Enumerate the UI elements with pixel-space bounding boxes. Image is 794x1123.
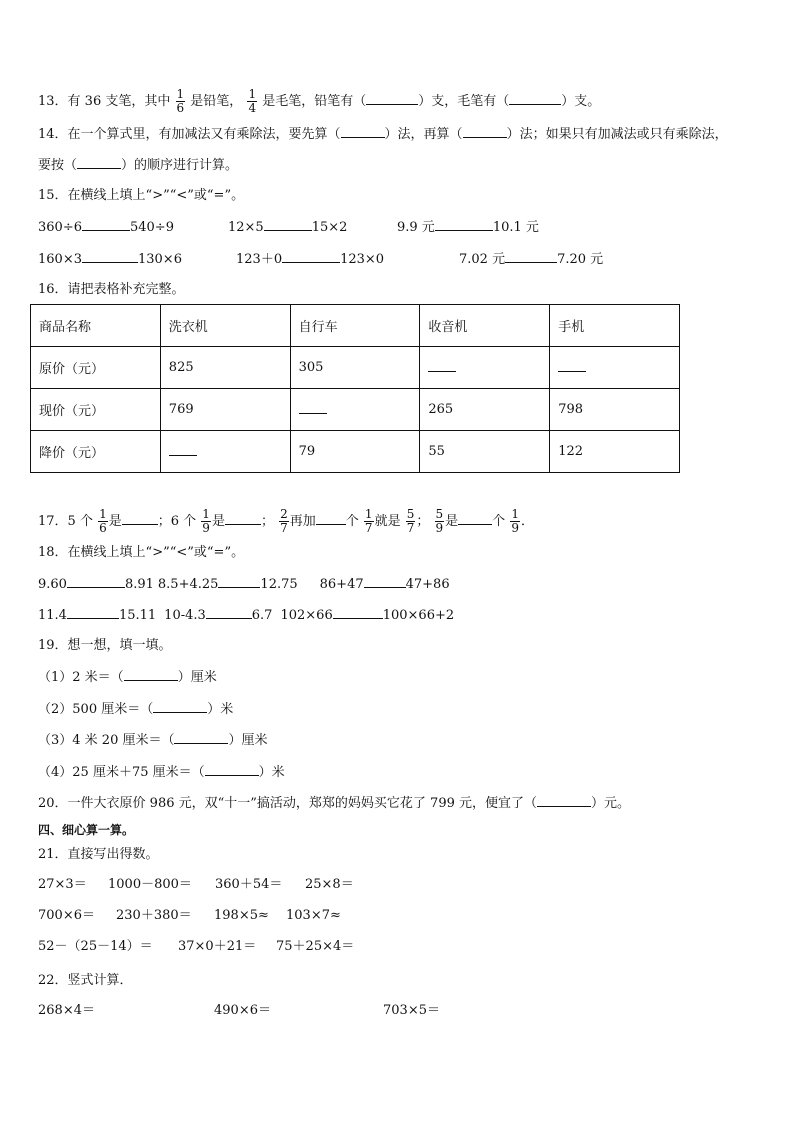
calc-item: 75＋25×4＝: [276, 939, 355, 954]
table-row: [31, 389, 680, 431]
q15-expr: [397, 218, 539, 237]
question-14-line-2: [38, 156, 238, 175]
q19-item-1: [38, 668, 217, 687]
q17-text: 个: [492, 514, 506, 529]
frac-num: 1: [248, 87, 257, 101]
calc-item: 1000－800＝: [108, 877, 192, 892]
q14-text-c: ）法；如果只有加减法或只有乘除法，: [506, 127, 728, 142]
table-header-cell: 自行车: [290, 305, 420, 347]
table-header-cell: 手机: [550, 305, 680, 347]
frac-den: 7: [280, 521, 288, 535]
table-cell[interactable]: [160, 431, 290, 473]
frac-num: 5: [406, 507, 415, 521]
q15-expr: [38, 250, 182, 269]
calc-item: 700×6＝: [38, 908, 95, 923]
q13-text-e: ）支。: [561, 94, 601, 109]
calc-item: 230＋380＝: [116, 908, 192, 923]
frac-den: 7: [406, 521, 415, 535]
answer-blank[interactable]: [558, 359, 586, 372]
calc-item: 198×5≈: [214, 908, 269, 923]
table-row: [31, 347, 680, 389]
expr-right: 10.1 元: [492, 220, 539, 235]
q19-text: ）米: [258, 765, 285, 780]
q15-expr: [228, 218, 347, 237]
compare-blank[interactable]: [206, 606, 252, 619]
question-16-title: 16．请把表格补充完整。: [38, 282, 185, 297]
expr-left: 9.9 元: [397, 220, 435, 235]
table-cell: 825: [160, 347, 290, 389]
table-cell[interactable]: [420, 347, 550, 389]
table-cell: 原价（元）: [31, 347, 161, 389]
table-cell: 305: [290, 347, 420, 389]
expr-left: 9.60: [38, 577, 67, 592]
q19-text: （4）25 厘米＋75 厘米＝（: [38, 765, 205, 780]
q17-text: 个: [345, 514, 359, 529]
question-22-title: 22．竖式计算．: [38, 973, 133, 988]
q19-item-4: [38, 763, 285, 782]
table-cell: 798: [550, 389, 680, 431]
compare-blank[interactable]: [67, 606, 119, 619]
question-21-title: 21．直接写出得数。: [38, 847, 159, 862]
q18-row-2: [38, 606, 454, 625]
price-table: [30, 304, 680, 473]
question-15-title: 15．在横线上填上“>”“<”或“=”。: [38, 188, 245, 203]
expr-right: 540÷9: [129, 220, 174, 235]
q20-text: ）元。: [591, 796, 631, 811]
table-row: [31, 305, 680, 347]
section-heading: 四、细心算一算。: [38, 823, 135, 837]
compare-blank[interactable]: [67, 575, 125, 588]
answer-blank[interactable]: [341, 125, 385, 138]
calc-item: 25×8＝: [305, 877, 354, 892]
fraction-1-9: [510, 508, 520, 535]
q15-expr: [459, 250, 603, 269]
answer-blank[interactable]: [225, 512, 261, 525]
q14-text-a: 14．在一个算式里，有加减法又有乘除法，要先算（: [38, 127, 341, 142]
compare-blank[interactable]: [505, 250, 557, 263]
frac-den: 6: [176, 101, 185, 115]
compare-blank[interactable]: [218, 575, 260, 588]
q19-item-2: [38, 700, 233, 719]
table-cell: 现价（元）: [31, 389, 161, 431]
calc-item: 703×5＝: [383, 1003, 440, 1018]
answer-blank[interactable]: [174, 731, 228, 744]
fraction-1-6: [98, 508, 108, 535]
q17-text: ．: [520, 514, 534, 529]
table-cell: 122: [550, 431, 680, 473]
frac-num: 1: [202, 507, 210, 521]
frac-den: 6: [99, 521, 107, 535]
expr-left: 160×3: [38, 252, 82, 267]
calc-item: 103×7≈: [286, 908, 341, 923]
q17-text: 是: [108, 514, 122, 529]
answer-blank[interactable]: [153, 700, 207, 713]
frac-den: 7: [364, 521, 373, 535]
q17-text: 再加: [289, 514, 316, 529]
table-cell: 769: [160, 389, 290, 431]
q15-expr: [38, 218, 174, 237]
answer-blank[interactable]: [509, 92, 561, 105]
q17-text: ；: [416, 514, 430, 529]
q20-text: 20．一件大衣原价 986 元，双“十一”搞活动，郑郑的妈妈买它花了 799 元，便宜了（: [38, 796, 537, 811]
calc-item: 27×3＝: [38, 877, 87, 892]
table-cell[interactable]: [550, 347, 680, 389]
fraction-1-6: [176, 88, 186, 115]
answer-blank[interactable]: [458, 512, 492, 525]
expr-left: 360÷6: [38, 220, 82, 235]
compare-blank[interactable]: [364, 575, 406, 588]
q19-text: （2）500 厘米＝（: [38, 702, 154, 717]
expr-left: 8.5+4.25: [157, 577, 219, 592]
expr-left: 11.4: [38, 608, 67, 623]
q13-text-c: 是毛笔，铅笔有（: [262, 94, 367, 109]
fraction-2-7: [279, 508, 289, 535]
fraction-5-9: [435, 508, 445, 535]
frac-num: 5: [435, 507, 444, 521]
compare-blank[interactable]: [435, 218, 493, 231]
q13-text-a: 13．有 36 支笔，其中: [38, 94, 171, 109]
frac-den: 9: [511, 521, 519, 535]
answer-blank[interactable]: [428, 359, 456, 372]
calc-item: 490×6＝: [214, 1003, 271, 1018]
expr-right: 123×0: [340, 252, 385, 267]
q19-text: ）米: [207, 702, 234, 717]
frac-num: 1: [511, 507, 519, 521]
expr-left: 86+47: [319, 577, 364, 592]
expr-right: 7.20 元: [557, 252, 604, 267]
table-row: [31, 431, 680, 473]
expr-right: 6.7: [251, 608, 273, 623]
q17-text: 是: [445, 514, 459, 529]
answer-blank[interactable]: [537, 794, 591, 807]
fraction-1-7: [364, 508, 374, 535]
calc-item: 268×4＝: [38, 1003, 95, 1018]
q17-text: ；: [260, 514, 274, 529]
expr-right: 47+86: [405, 577, 450, 592]
calc-item: 360＋54＝: [215, 877, 283, 892]
expr-left: 10-4.3: [164, 608, 206, 623]
q17-text: 17．5 个: [38, 514, 93, 529]
question-14-line-1: [38, 125, 728, 144]
q19-item-3: [38, 731, 268, 750]
calc-item: 37×0＋21＝: [178, 939, 257, 954]
compare-blank[interactable]: [264, 218, 312, 231]
frac-num: 1: [176, 87, 185, 101]
frac-den: 4: [248, 101, 257, 115]
q18-row-1: [38, 575, 450, 594]
frac-den: 9: [435, 521, 444, 535]
answer-blank[interactable]: [77, 156, 121, 169]
question-17: [38, 508, 534, 535]
q19-text: （1）2 米＝（: [38, 670, 124, 685]
question-18-title: 18．在横线上填上“>”“<”或“=”。: [38, 545, 245, 560]
expr-left: 102×66: [280, 608, 333, 623]
question-20: [38, 794, 630, 813]
q14-text-e: ）的顺序进行计算。: [121, 158, 239, 173]
calc-item: 52－（25－14）＝: [38, 939, 153, 954]
expr-left: 12×5: [228, 220, 264, 235]
table-header-cell: 收音机: [420, 305, 550, 347]
expr-left: 7.02 元: [459, 252, 506, 267]
fraction-1-4: [247, 88, 257, 115]
question-13: [38, 88, 600, 115]
table-header-cell: 商品名称: [31, 305, 161, 347]
table-cell[interactable]: [290, 389, 420, 431]
expr-right: 15.11: [118, 608, 157, 623]
table-cell: 55: [420, 431, 550, 473]
q17-text: ；6 个: [157, 514, 197, 529]
table-cell: 265: [420, 389, 550, 431]
frac-num: 1: [364, 507, 373, 521]
fraction-1-9: [201, 508, 211, 535]
expr-right: 8.91: [124, 577, 154, 592]
table-header-cell: 洗衣机: [160, 305, 290, 347]
q14-text-b: ）法，再算（: [384, 127, 463, 142]
expr-right: 12.75: [260, 577, 298, 592]
answer-blank[interactable]: [122, 512, 158, 525]
answer-blank[interactable]: [366, 92, 418, 105]
q17-text: 就是: [374, 514, 401, 529]
expr-right: 130×6: [137, 252, 182, 267]
answer-blank[interactable]: [299, 401, 327, 414]
frac-den: 9: [202, 521, 210, 535]
expr-right: 15×2: [311, 220, 348, 235]
frac-num: 2: [280, 507, 288, 521]
q19-text: ）厘米: [228, 733, 268, 748]
compare-blank[interactable]: [282, 250, 340, 263]
expr-right: 100×66+2: [382, 608, 455, 623]
q13-text-b: 是铅笔，: [190, 94, 243, 109]
answer-blank[interactable]: [463, 125, 507, 138]
answer-blank[interactable]: [316, 512, 346, 525]
q14-text-d: 要按（: [38, 158, 78, 173]
question-19-title: 19．想一想，填一填。: [38, 638, 172, 653]
fraction-5-7: [406, 508, 416, 535]
q19-text: ）厘米: [177, 670, 217, 685]
answer-blank[interactable]: [169, 443, 197, 456]
q17-text: 是: [211, 514, 225, 529]
answer-blank[interactable]: [124, 668, 178, 681]
compare-blank[interactable]: [333, 606, 383, 619]
q19-text: （3）4 米 20 厘米＝（: [38, 733, 175, 748]
frac-num: 1: [99, 507, 107, 521]
compare-blank[interactable]: [82, 218, 130, 231]
table-cell: 79: [290, 431, 420, 473]
answer-blank[interactable]: [205, 763, 259, 776]
compare-blank[interactable]: [82, 250, 138, 263]
table-cell: 降价（元）: [31, 431, 161, 473]
q13-text-d: ）支，毛笔有（: [418, 94, 510, 109]
expr-left: 123＋0: [236, 252, 283, 267]
q15-expr: [236, 250, 384, 269]
